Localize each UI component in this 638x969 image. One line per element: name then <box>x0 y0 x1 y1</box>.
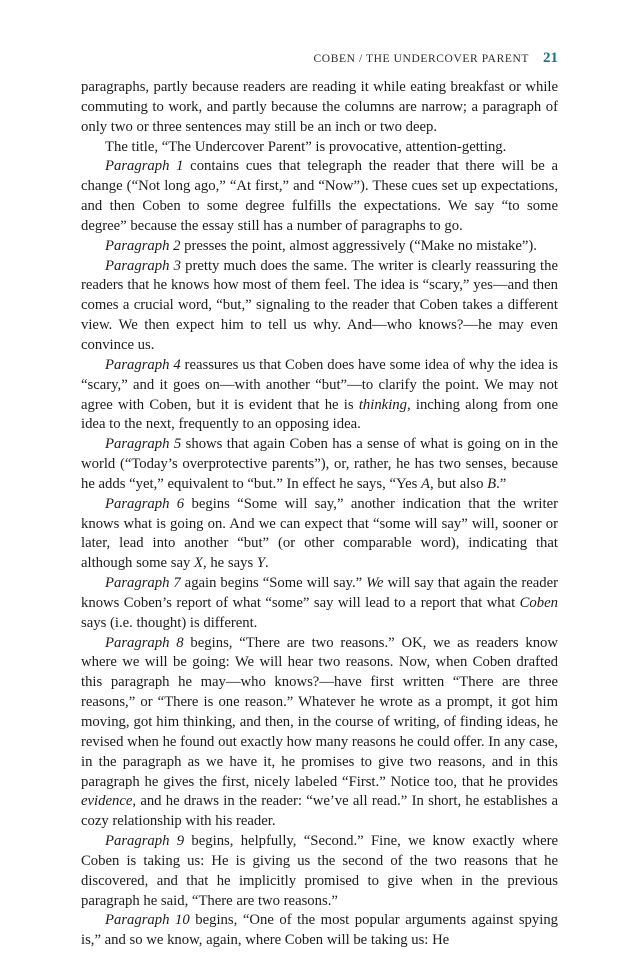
paragraph <box>81 157 558 236</box>
paragraph <box>81 574 558 634</box>
text-run: shows that again Coben has a sense of what is going on in the world (“Today’s overprotective parents”), or, rather, he has two senses, because he adds “yet,” equivalent to “but.” In effect he says, “Yes <box>81 436 558 492</box>
text-run: begins, “One of the most popular arguments against spying is,” and so we know, again, where Coben will be taking us: He <box>81 912 559 949</box>
body-text <box>81 78 558 951</box>
italic-run: We <box>366 575 384 592</box>
paragraph <box>81 237 558 257</box>
page-number: 21 <box>543 50 558 66</box>
text-run: , but also <box>430 475 488 492</box>
text-run: paragraphs, partly because readers are reading it while eating breakfast or while commuting to work, and partly because the columns are narrow; a paragraph of only two or three sentences may still be an inch or two deep. <box>81 79 558 135</box>
paragraph <box>81 435 558 495</box>
text-run: , he says <box>202 555 257 572</box>
paragraph <box>81 832 558 911</box>
text-run: .” <box>496 475 507 492</box>
italic-run: X <box>194 555 203 572</box>
text-run: . <box>265 555 269 572</box>
italic-run: Paragraph 1 <box>105 158 184 175</box>
text-run: says (i.e. thought) is different. <box>81 614 258 631</box>
italic-run: Paragraph 4 <box>105 356 181 373</box>
italic-run: A <box>421 475 430 492</box>
text-run: , and he draws in the reader: “we’ve all read.” In short, he establishes a cozy relationship with his reader. <box>81 793 558 830</box>
text-run: contains cues that telegraph the reader that there will be a change (“Not long ago,” “At first,” and “Now”). These cues set up expectations, and then Coben to some degree fulfills the expectations. We say “to some degree” because the essay still has a number of paragraphs to go. <box>81 158 558 234</box>
text-run: , inching along from one idea to the next, frequently to an opposing idea. <box>81 396 558 433</box>
paragraph <box>81 911 558 951</box>
italic-run: evidence <box>81 793 133 810</box>
running-title: COBEN / THE UNDERCOVER PARENT <box>313 53 529 65</box>
italic-run: Paragraph 9 <box>105 833 185 850</box>
italic-run: Paragraph 10 <box>105 912 190 929</box>
italic-run: Paragraph 6 <box>105 495 185 512</box>
paragraph <box>81 257 558 356</box>
italic-run: Y <box>256 555 266 572</box>
text-run: again begins “Some will say.” <box>180 575 367 592</box>
italic-run: Paragraph 7 <box>105 575 181 592</box>
italic-run: Paragraph 8 <box>105 634 184 651</box>
paragraph <box>81 634 558 832</box>
paragraph <box>81 495 558 574</box>
text-run: will say that again the reader knows Coben’s report of what “some” say will lead to a report that what <box>81 575 558 611</box>
text-run: pretty much does the same. The writer is clearly reassuring the readers that he knows how most of them feel. The idea is “scary,” yes—and then comes a crucial word, “but,” signaling to the reader that Coben takes a different view. We then expect him to tell us why. And—who knows?—he may even convince us. <box>81 257 558 353</box>
text-run: reassures us that Coben does have some idea of why the idea is “scary,” and it goes on—with another “but”—to clarify the point. We may not agree with Coben, but it is evident that he is <box>81 356 559 413</box>
italic-run: thinking <box>358 396 407 413</box>
italic-run: Paragraph 5 <box>105 436 182 453</box>
paragraph <box>81 138 558 158</box>
paragraph <box>81 78 558 138</box>
italic-run: Paragraph 3 <box>105 257 181 274</box>
text-run: begins, “There are two reasons.” OK, we as readers know where we will be going: We will hear two reasons. Now, when Coben drafted this paragraph he may—who knows?—have first written “There are three reasons,” or “There is one reason.” Whatever he wrote as a prompt, it got him moving, got him thinking, and then, in the course of writing, of finding ideas, he revised when he found out exactly how many reasons he could offer. In any case, in the paragraph as we have it, he promises to give two reasons, and in this paragraph he gives the first, nicely labeled “First.” Notice too, that he provides <box>81 634 559 790</box>
italic-run: B <box>487 475 497 492</box>
text-run: presses the point, almost aggressively (“Make no mistake”). <box>180 237 537 254</box>
running-head <box>314 50 558 67</box>
text-run: begins, helpfully, “Second.” Fine, we know exactly where Coben is taking us: He is giving us the second of the two reasons that he discovered, and that he implicitly promised to give when in the previous paragraph he said, “There are two reasons.” <box>81 833 559 909</box>
paragraph <box>81 356 558 435</box>
text-run: The title, “The Undercover Parent” is provocative, attention-getting. <box>105 138 507 155</box>
italic-run: Coben <box>519 594 558 611</box>
italic-run: Paragraph 2 <box>105 237 181 254</box>
text-run: begins “Some will say,” another indication that the writer knows what is going on. And we can expect that “some will say” will, sooner or later, lead into another “but” (or other comparable word), indicating that although some say <box>81 495 558 572</box>
